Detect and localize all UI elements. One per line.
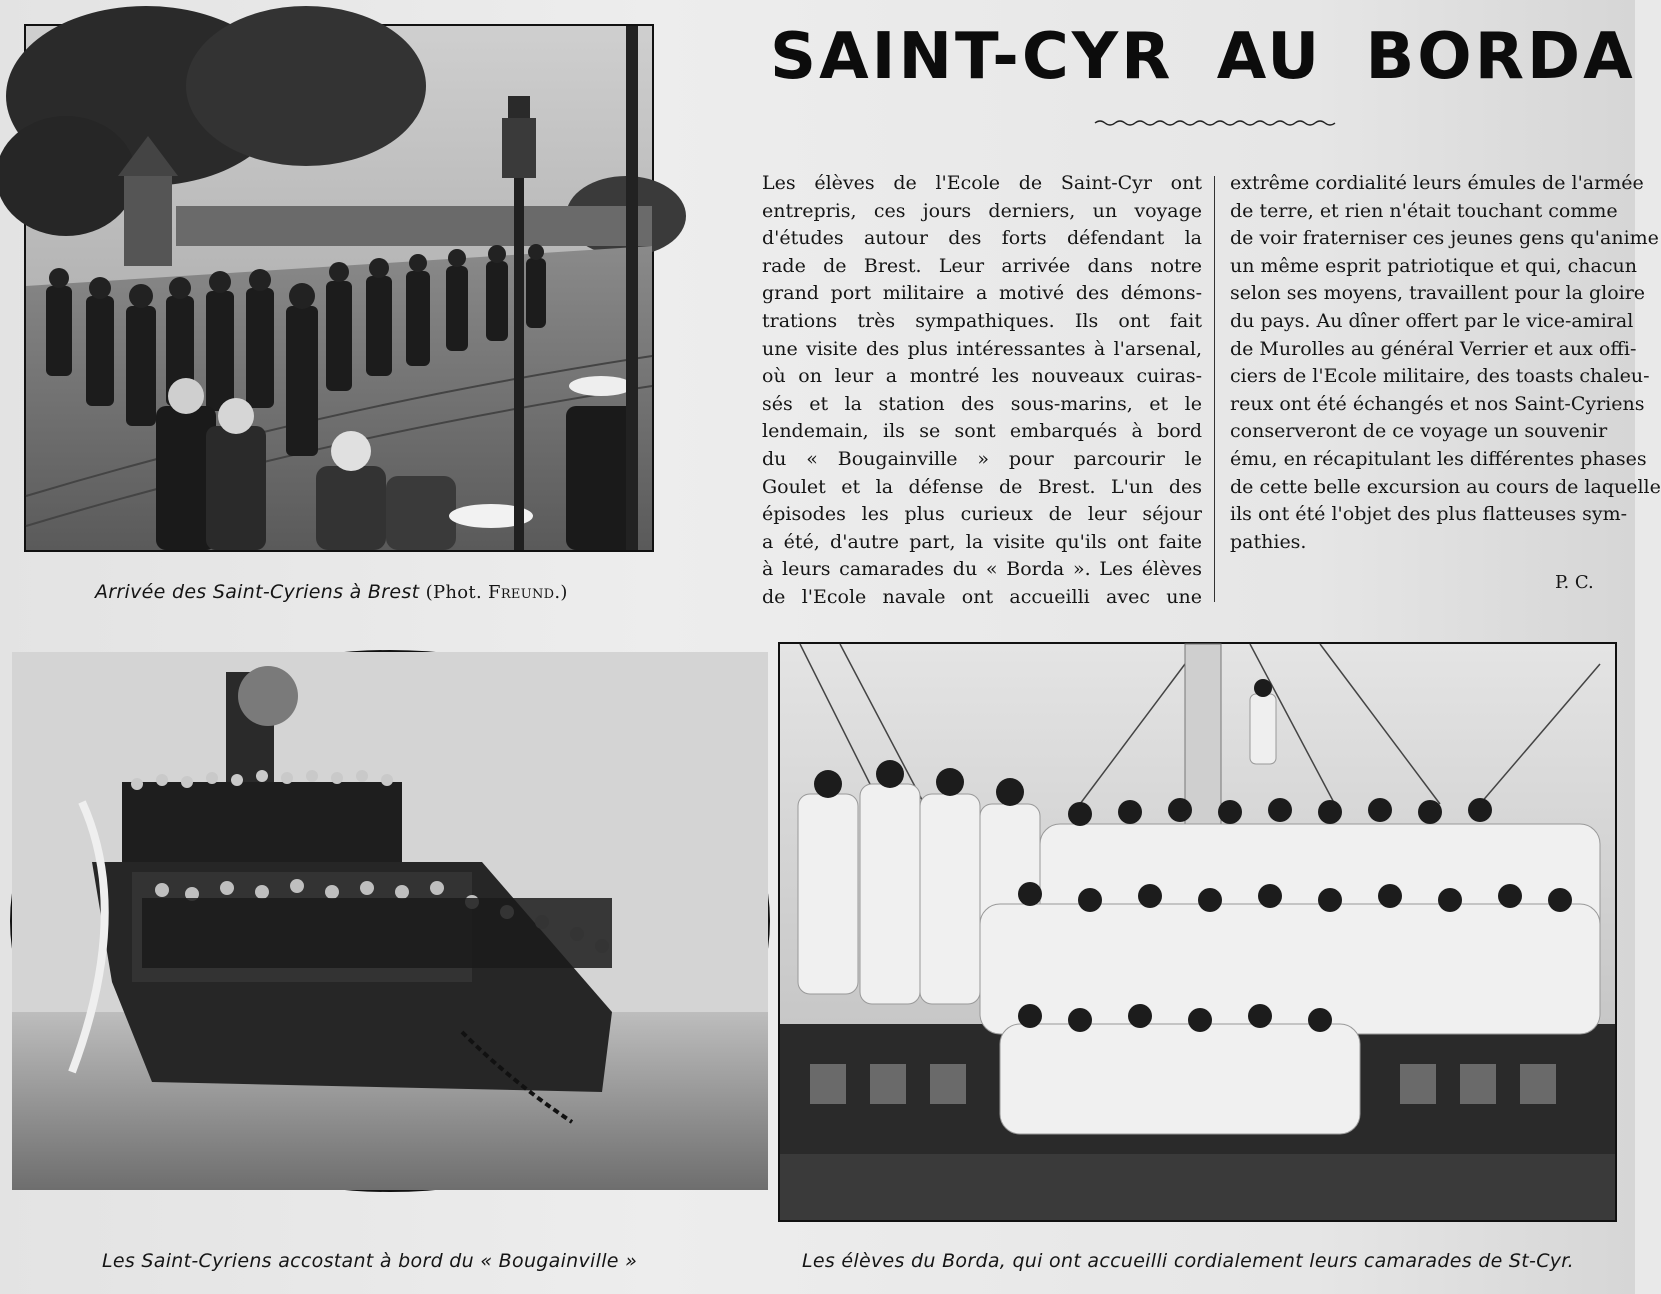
text-line: épisodes les plus curieux de leur séjour (762, 503, 1202, 526)
text-line: conserveront de ce voyage un souvenir (1230, 420, 1608, 443)
borda-photo (778, 642, 1617, 1222)
boat-caption: Les Saint-Cyriens accostant à bord du « Bougainville » (102, 1250, 638, 1272)
text-line: où on leur a montré les nouveaux cuiras- (762, 365, 1202, 388)
text-line: ciers de l'Ecole militaire, des toasts chaleu- (1230, 365, 1650, 388)
borda-caption: Les élèves du Borda, qui ont accueilli cordialement leurs camarades de St-Cyr. (802, 1250, 1575, 1272)
text-line: un même esprit patriotique et qui, chacun (1230, 254, 1637, 277)
text-line: grand port militaire a motivé des démons- (762, 282, 1202, 305)
title-ornament (1095, 118, 1335, 128)
text-line: lendemain, ils se sont embarqués à bord (762, 420, 1202, 443)
text-line: d'études autour des forts défendant la (762, 227, 1202, 250)
column-divider (1214, 176, 1215, 602)
photo-credit: (Phot. Freund.) (425, 582, 568, 603)
text-line: de cette belle excursion au cours de laquelle (1230, 475, 1661, 498)
text-line: ils ont été l'objet des plus flatteuses sym- (1230, 503, 1628, 526)
text-line: extrême cordialité leurs émules de l'armée (1230, 172, 1644, 194)
text-line: sés et la station des sous-marins, et le (762, 392, 1202, 415)
text-line: a été, d'autre part, la visite qu'ils ont faite (762, 530, 1202, 553)
text-line: ému, en récapitulant les différentes phases (1230, 447, 1647, 470)
text-line: Les élèves de l'Ecole de Saint-Cyr ont (762, 172, 1202, 194)
page-title: SAINT-CYR AU BORDA (770, 20, 1636, 94)
text-line: du pays. Au dîner offert par le vice-amiral (1230, 309, 1634, 332)
text-line: reux ont été échangés et nos Saint-Cyriens (1230, 392, 1645, 415)
arrival-caption: Arrivée des Saint-Cyriens à Brest (Phot. Freund.) (95, 581, 568, 603)
text-line: une visite des plus intéressantes à l'arsenal, (762, 337, 1202, 360)
text-line: de voir fraterniser ces jeunes gens qu'anime (1230, 227, 1659, 250)
boat-photo (10, 650, 770, 1192)
text-line: Goulet et la défense de Brest. L'un des (762, 475, 1202, 498)
article-right-column (1230, 170, 1661, 556)
text-line: à leurs camarades du « Borda ». Les élèves (762, 558, 1202, 581)
text-line: entrepris, ces jours derniers, un voyage (762, 199, 1202, 222)
arrival-photo (24, 24, 654, 552)
text-line: de terre, et rien n'était touchant comme (1230, 199, 1618, 222)
text-line: trations très sympathiques. Ils ont fait (762, 309, 1202, 332)
text-line: rade de Brest. Leur arrivée dans notre (762, 254, 1202, 277)
article-signature: P. C. (1555, 572, 1594, 593)
article-left-column (762, 170, 1202, 612)
text-line: du « Bougainville » pour parcourir le (762, 447, 1202, 470)
text-line: selon ses moyens, travaillent pour la gloire (1230, 282, 1646, 305)
text-line: de Murolles au général Verrier et aux offi- (1230, 337, 1637, 360)
text-line: de l'Ecole navale ont accueilli avec une (762, 585, 1202, 608)
text-line: pathies. (1230, 530, 1307, 553)
